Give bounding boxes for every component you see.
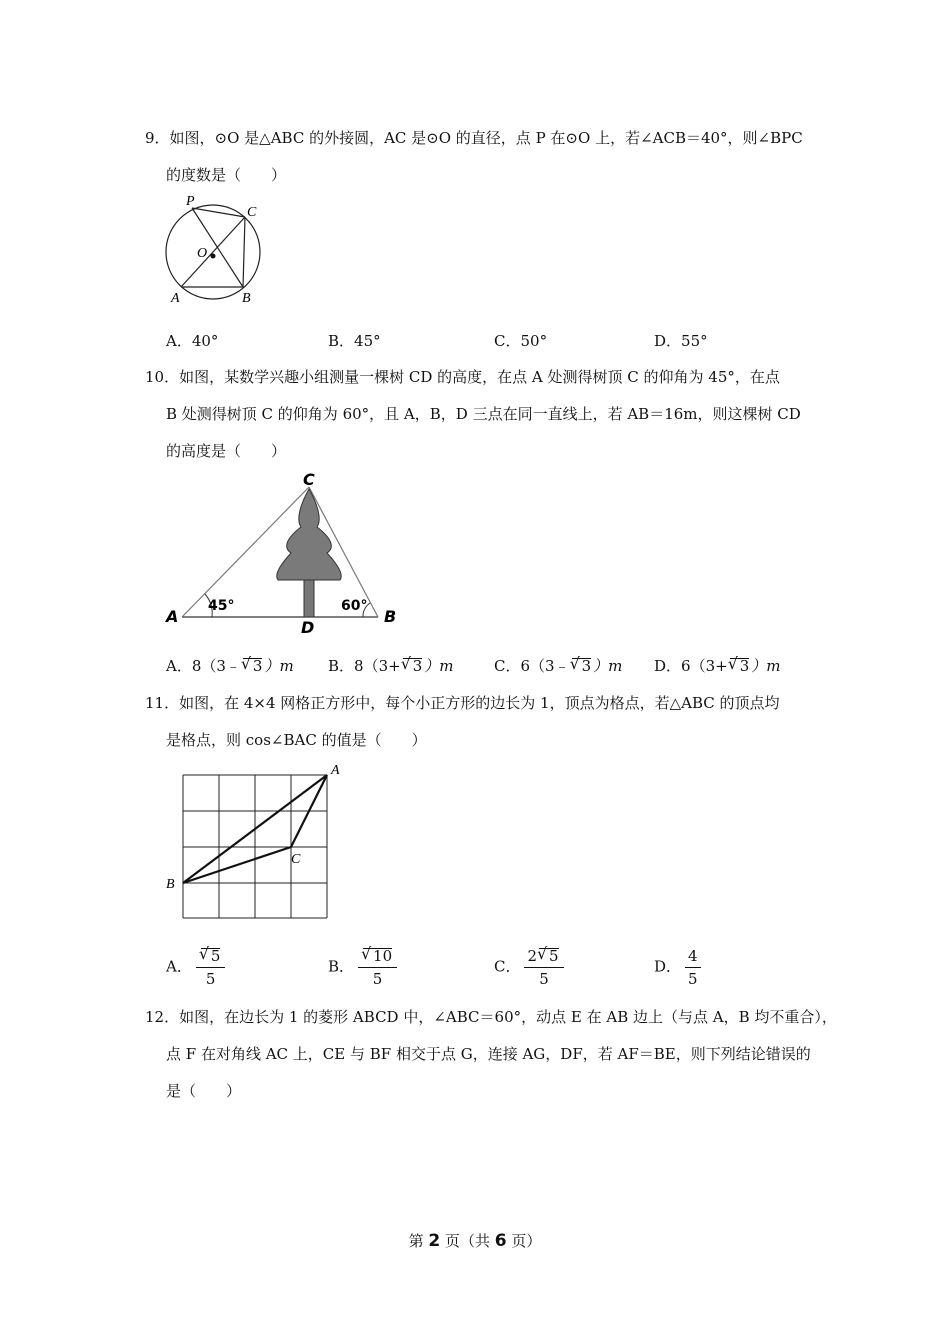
q10-option-d-sqrt: √ 3 <box>730 658 750 674</box>
q11-label-c: C <box>291 852 301 867</box>
q10-stem-line1: 10．如图，某数学兴趣小组测量一棵树 CD 的高度，在点 A 处测得树顶 C 的仰角为 45°，在点 <box>145 368 780 386</box>
page-total: 6 <box>494 1231 507 1251</box>
q10-tree-figure <box>160 465 410 640</box>
q9-option-a[interactable]: A．40° <box>166 332 219 350</box>
q11-option-b-sqrt: √ 10 <box>363 948 392 964</box>
q9-segment-cb <box>243 217 245 287</box>
q10-label-a: A <box>166 607 179 626</box>
q10-option-c-post: ）m <box>593 657 623 675</box>
q11-grid-figure <box>160 760 360 930</box>
q11-option-c-sqrt: √ 5 <box>539 948 559 964</box>
q11-label-b: B <box>166 877 175 892</box>
q10-option-d-post: ）m <box>751 657 781 675</box>
page-footer: 第 2 页（共 6 页） <box>408 1231 542 1251</box>
q10-option-b[interactable] <box>328 656 453 676</box>
q10-option-d[interactable] <box>654 656 780 676</box>
q9-option-c[interactable]: C．50° <box>494 332 548 350</box>
q11-label-a: A <box>331 763 340 778</box>
q11-grid <box>183 775 327 918</box>
q9-circle-figure <box>160 190 280 310</box>
q10-label-angle-a: 45° <box>208 598 235 614</box>
q10-option-d-pre: D．6（3+ <box>654 657 728 675</box>
q9-label-o: O <box>197 246 208 261</box>
q11-option-c-fraction: $\frac{2√ 5}{5}$ <box>524 946 563 989</box>
q11-option-a-fraction: √ $\frac{5}{5}$ <box>196 946 226 989</box>
q9-label-b: B <box>242 291 251 306</box>
q9-stem-line2: 的度数是（ ） <box>166 166 287 184</box>
q11-option-b[interactable] <box>328 946 397 989</box>
q10-option-a[interactable] <box>166 656 294 676</box>
q10-label-d: D <box>301 618 315 637</box>
q12-stem-line2: 点 F 在对角线 AC 上，CE 与 BF 相交于点 G，连接 AG，DF，若 AF＝BE，则下列结论错误的 <box>166 1045 811 1063</box>
q9-option-d[interactable]: D．55° <box>654 332 708 350</box>
q10-stem-line3: 的高度是（ ） <box>166 442 287 460</box>
q11-option-a-label: A． <box>166 957 192 976</box>
q10-option-a-sqrt: √ 3 <box>243 658 263 674</box>
q10-tree-crown <box>277 489 341 580</box>
q11-stem-line2: 是格点，则 cos∠BAC 的值是（ ） <box>166 731 427 749</box>
q11-option-d[interactable] <box>654 946 701 989</box>
q10-option-b-sqrt: √ 3 <box>403 658 423 674</box>
q9-segment-ac <box>181 217 245 287</box>
q10-stem-line2: B 处测得树顶 C 的仰角为 60°，且 A，B，D 三点在同一直线上，若 AB＝16m，则这棵树 CD <box>166 405 801 423</box>
q11-stem-line1: 11．如图，在 4×4 网格正方形中，每个小正方形的边长为 1，顶点为格点，若△ABC 的顶点均 <box>145 694 780 712</box>
q9-stem-line1: 9．如图，⊙O 是△ABC 的外接圆，AC 是⊙O 的直径，点 P 在⊙O 上，若∠ACB＝40°，则∠BPC <box>145 129 803 147</box>
q11-option-a[interactable] <box>166 946 225 989</box>
q10-option-c[interactable] <box>494 656 622 676</box>
q11-option-c[interactable] <box>494 946 564 989</box>
q11-option-b-label: B． <box>328 957 355 976</box>
q9-segment-pc <box>192 208 245 217</box>
q10-tree-trunk <box>304 575 314 617</box>
q10-label-c: C <box>303 470 315 489</box>
q11-option-c-label: C． <box>494 957 521 976</box>
q11-option-a-sqrt: √ 5 <box>201 948 221 964</box>
q10-option-c-sqrt: √ 3 <box>572 658 592 674</box>
q10-option-b-post: ）m <box>424 657 454 675</box>
q9-label-a: A <box>171 291 180 306</box>
q10-label-b: B <box>384 607 397 626</box>
q10-option-a-post: ）m <box>264 657 294 675</box>
q10-option-b-pre: B．8（3+ <box>328 657 401 675</box>
q11-option-d-label: D． <box>654 957 682 976</box>
q9-center-dot <box>211 254 216 259</box>
q9-option-b[interactable]: B．45° <box>328 332 381 350</box>
q9-label-p: P <box>186 194 195 209</box>
q10-label-angle-b: 60° <box>341 598 368 614</box>
q10-option-c-pre: C．6（3﹣ <box>494 657 570 675</box>
q12-stem-line1: 12．如图，在边长为 1 的菱形 ABCD 中，∠ABC＝60°，动点 E 在 AB 边上（与点 A，B 均不重合）， <box>145 1008 837 1026</box>
q11-option-b-fraction: √ $\frac{10}{5}$ <box>358 946 397 989</box>
q10-option-a-pre: A．8（3﹣ <box>166 657 241 675</box>
q12-stem-line3: 是（ ） <box>166 1082 242 1100</box>
q9-label-c: C <box>247 205 257 220</box>
q11-option-d-fraction: $\frac{4}{5}$ <box>685 946 701 989</box>
page-number: 2 <box>428 1231 441 1251</box>
